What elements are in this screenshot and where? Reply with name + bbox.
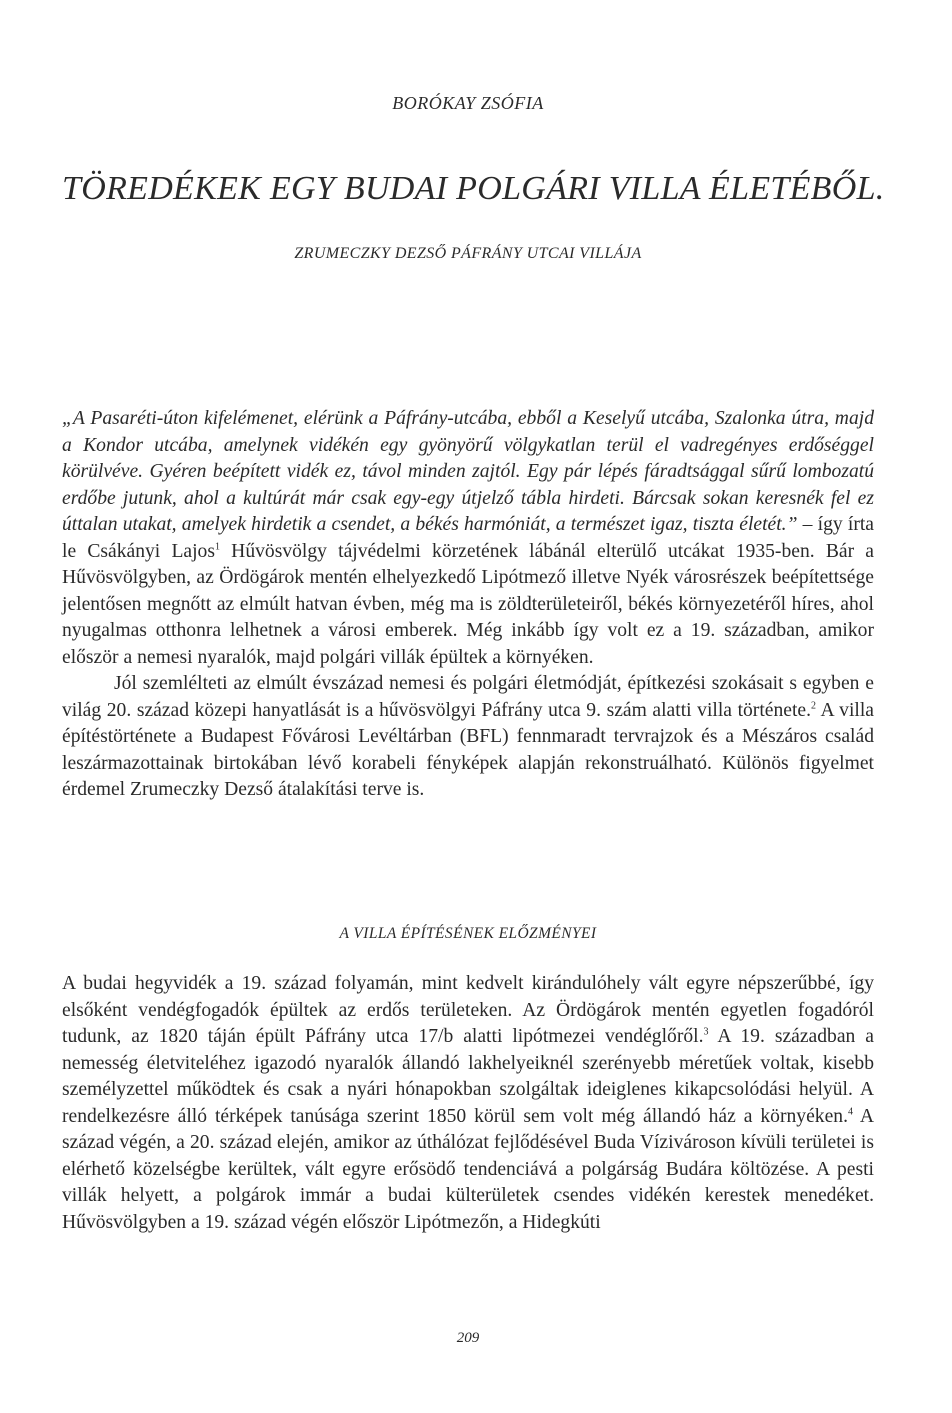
section-paragraph-middle: A 19. században a nemesség életviteléhez igazodó nyaralók állandó lakhelyeiknél szerényebb méretűek voltak, kisebb személyzettel működtek és csak a nyári hónapokban szolgáltak ideiglenes kikapcsolódási helyül. A rendelkezésre álló térképek tanúsága szerint 1850 körül sem volt még állandó ház a környéken. (62, 1026, 874, 1127)
second-paragraph-start: Jól szemlélteti az elmúlt évszázad nemesi és polgári életmódját, építkezési szokásait s egyben e világ 20. század közepi hanyatlását is a hűvösvölgyi Páfrány utca 9. szám alatti villa története. (62, 673, 874, 721)
section-heading: A VILLA ÉPÍTÉSÉNEK ELŐZMÉNYEI (339, 925, 597, 942)
section-body (62, 971, 874, 1236)
opening-quote: „A Pasaréti-úton kifelémenet, elérünk a Páfrány-utcába, ebből a Keselyű utcába, Szalonka útra, majd a Kondor utcába, amelynek vidékén egy gyönyörű völgykatlan terül el vadregényes erdőséggel körülvéve. Gyéren beépített vidék ez, távol minden zajtól. Egy pár lépés fáradtsággal sűrű lombozatú erdőbe jutunk, ahol a kultúrát már csak egy-egy útjelző tábla hirdeti. Bárcsak sokan keresnék fel ez úttalan utakat, amelyek hirdetik a csendet, a békés harmóniát, a természet igaz, tiszta életét.” (62, 408, 874, 535)
intro-paragraph (62, 406, 874, 671)
footnote-mark-2: 2 (811, 699, 817, 711)
second-paragraph (62, 671, 874, 804)
section-paragraph-start: A budai hegyvidék a 19. század folyamán, mint kedvelt kirándulóhely vált egyre népszerűbbé, így elsőként vendégfogadók épültek az erdős területeken. Az Ördögárok mentén egyetlen fogadóról tudunk, az 1820 táján épült Páfrány utca 17/b alatti lipótmezei vendéglőről. (62, 973, 874, 1047)
footnote-mark-4: 4 (847, 1105, 853, 1117)
author-name: BORÓKAY ZSÓFIA (392, 93, 544, 113)
footnote-mark-1: 1 (214, 540, 220, 552)
article-subtitle: ZRUMECZKY DEZSŐ PÁFRÁNY UTCAI VILLÁJA (294, 245, 642, 262)
document-page (62, 0, 885, 1413)
second-paragraph-rest: A villa építéstörténete a Budapest Fővárosi Levéltárban (BFL) fennmaradt tervrajzok és a Mészáros család leszármazottainak birtokában lévő korabeli fényképek alapján rekonstruálható. Különös figyelmet érdemel Zrumeczky Dezső átalakítási terve is. (62, 699, 874, 800)
section-paragraph-end: A század végén, a 20. század elején, amikor az úthálózat fejlődésével Buda Vízivároson kívüli területei is elérhető közelségbe kerültek, vált egyre erősödő tendenciává a polgárság Budára költözése. A pesti villák helyett, a polgárok immár a budai külterületek csendes vidékén kerestek menedéket. Hűvösvölgyben a 19. század végén először Lipótmezőn, a Hidegkúti (62, 1105, 874, 1233)
quote-attribution: – így írta le Csákányi Lajos (62, 514, 874, 562)
footnote-mark-3: 3 (703, 1026, 709, 1038)
page-number: 209 (456, 1330, 480, 1346)
section-paragraph (62, 971, 874, 1236)
intro-section (62, 406, 874, 804)
article-title: TÖREDÉKEK EGY BUDAI POLGÁRI VILLA ÉLETÉBŐL. (62, 170, 885, 207)
intro-paragraph-rest: Hűvösvölgy tájvédelmi körzetének lábánál elterülő utcákat 1935-ben. Bár a Hűvösvölgyben, az Ördögárok mentén elhelyezkedő Lipótmező illetve Nyék városrészek beépítettsége jelentősen megnőtt az elmúlt hatvan évben, még ma is zöldterületeiről, békés környezetéről híres, ahol nyugalmas otthonra lelhetnek a városi emberek. Még inkább így volt ez a 19. században, amikor először a nemesi nyaralók, majd polgári villák épültek a környéken. (62, 540, 875, 668)
